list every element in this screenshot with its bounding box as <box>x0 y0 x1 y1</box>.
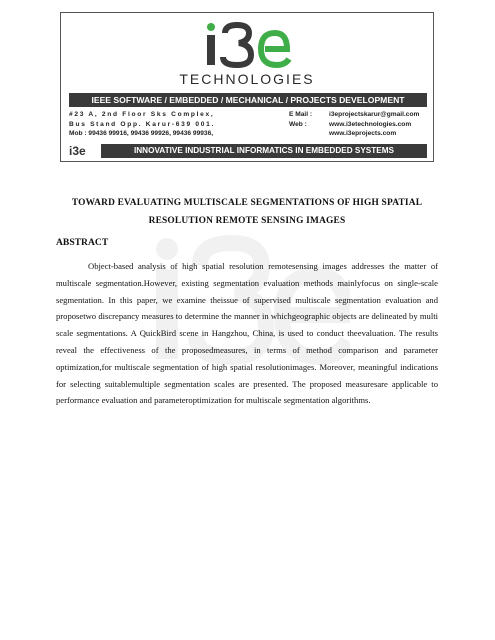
i3e-logo-icon <box>203 19 293 71</box>
company-logo <box>61 17 433 91</box>
title-line-1: TOWARD EVALUATING MULTISCALE SEGMENTATIONS OF HIGH SPATIAL <box>71 198 423 208</box>
email-label: E Mail : <box>289 111 313 118</box>
email-value: i3eprojectskarur@gmail.com <box>329 111 420 118</box>
web-label: Web : <box>289 120 307 128</box>
footer-logo: i3e <box>69 144 86 158</box>
email-row <box>289 110 431 120</box>
section-heading: ABSTRACT <box>56 237 109 248</box>
address-block <box>69 110 279 139</box>
document-title <box>56 194 438 230</box>
footer-bar <box>69 144 427 158</box>
web-value-2: www.i3eprojects.com <box>329 130 397 138</box>
web-value-1: www.i3etechnologies.com <box>329 120 412 128</box>
letterhead-banner <box>60 12 434 162</box>
footer-tagline: INNOVATIVE INDUSTRIAL INFORMATICS IN EMBEDDED SYSTEMS <box>101 144 427 158</box>
mobile-numbers: Mob : 99436 99916, 99436 99926, 99436 99936, <box>69 130 214 138</box>
abstract-paragraph: Object-based analysis of high spatial resolution remotesensing images addresses the matter of multiscale segmentation.However, existing segmentation evaluation methods mainlyfocus on single-scale segmentation. In this paper, we examine theissue of supervised multiscale segmentation evaluation and proposetwo discrepancy measures to determine the manner in whichgeographic objects are delineated by multi scale segmentations. A QuickBird scene in Hangzhou, China, is used to conduct theevaluation. The results reveal the effectiveness of the proposedmeasures, in terms of method comparison and parameter optimization,for multiscale segmentation of high spatial resolutionimages. Moreover, meaningful indications for selecting suitablemultiple segmentation scales are presented. The proposed measuresare applicable to performance evaluation and parameteroptimization for multiscale segmentation algorithms. <box>56 261 438 406</box>
tagline-bar: IEEE SOFTWARE / EMBEDDED / MECHANICAL / PROJECTS DEVELOPMENT <box>69 93 427 107</box>
web-row <box>289 120 431 130</box>
title-line-2: RESOLUTION REMOTE SENSING IMAGES <box>148 216 346 226</box>
contact-block <box>289 110 431 139</box>
address-line-2: Bus Stand Opp. Karur-639 001. <box>69 120 216 128</box>
address-line-1: #23 A, 2nd Floor Sks Complex, <box>69 111 215 118</box>
web-row-2 <box>289 129 431 139</box>
company-name: TECHNOLOGIES <box>179 71 315 87</box>
